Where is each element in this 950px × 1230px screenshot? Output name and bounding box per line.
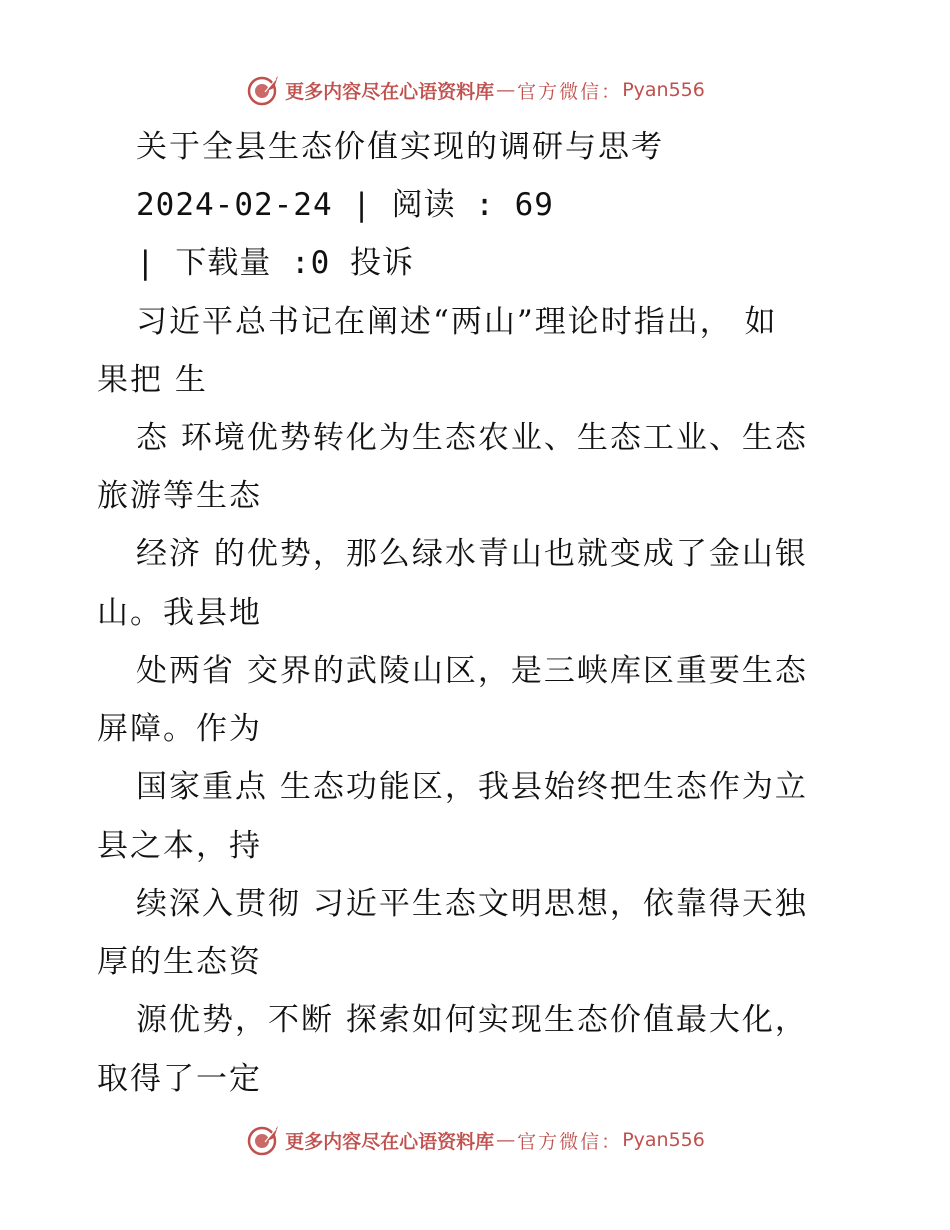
paragraph-line: 态 环境优势转化为生态农业、生态工业、生态	[136, 420, 808, 456]
watermark-title: 更多内容尽在心语资料库	[285, 1130, 495, 1153]
watermark-wechat-label: 官方微信：	[517, 1130, 623, 1153]
paragraph-line: 习近平总书记在阐述“两山”理论时指出， 如	[136, 304, 778, 340]
watermark-dash: —	[496, 1129, 516, 1151]
watermark-wechat-id: Pyan556	[622, 79, 705, 101]
paragraph-line: 旅游等生态	[97, 478, 262, 514]
document-title: 关于全县生态价值实现的调研与思考	[136, 129, 664, 165]
footer-watermark	[0, 1120, 950, 1160]
paragraph-line: 屏障。作为	[97, 711, 262, 747]
paragraph-line: 处两省 交界的武陵山区，是三峡库区重要生态	[136, 653, 808, 689]
watermark-dash: —	[496, 79, 516, 101]
watermark-title: 更多内容尽在心语资料库	[285, 80, 495, 103]
document-meta-date: 2024-02-24 | 阅读 : 69	[136, 187, 554, 223]
header-watermark	[0, 70, 950, 110]
paragraph-line: 县之本，持	[97, 828, 262, 864]
watermark-wechat-label: 官方微信：	[517, 80, 623, 103]
paragraph-line: 源优势，不断 探索如何实现生态价值最大化，	[136, 1002, 808, 1038]
document-meta-download: | 下载量 :0 投诉	[136, 245, 414, 281]
paragraph-line: 取得了一定	[97, 1061, 262, 1097]
paragraph-line: 厚的生态资	[97, 944, 262, 980]
quill-logo-icon	[245, 72, 281, 108]
paragraph-line: 国家重点 生态功能区，我县始终把生态作为立	[136, 769, 808, 805]
quill-logo-icon	[245, 1122, 281, 1158]
paragraph-line: 山。我县地	[97, 595, 262, 631]
paragraph-line: 续深入贯彻 习近平生态文明思想，依靠得天独	[136, 886, 808, 922]
paragraph-line: 果把 生	[97, 362, 208, 398]
watermark-wechat-id: Pyan556	[622, 1129, 705, 1151]
paragraph-line: 经济 的优势，那么绿水青山也就变成了金山银	[136, 536, 808, 572]
